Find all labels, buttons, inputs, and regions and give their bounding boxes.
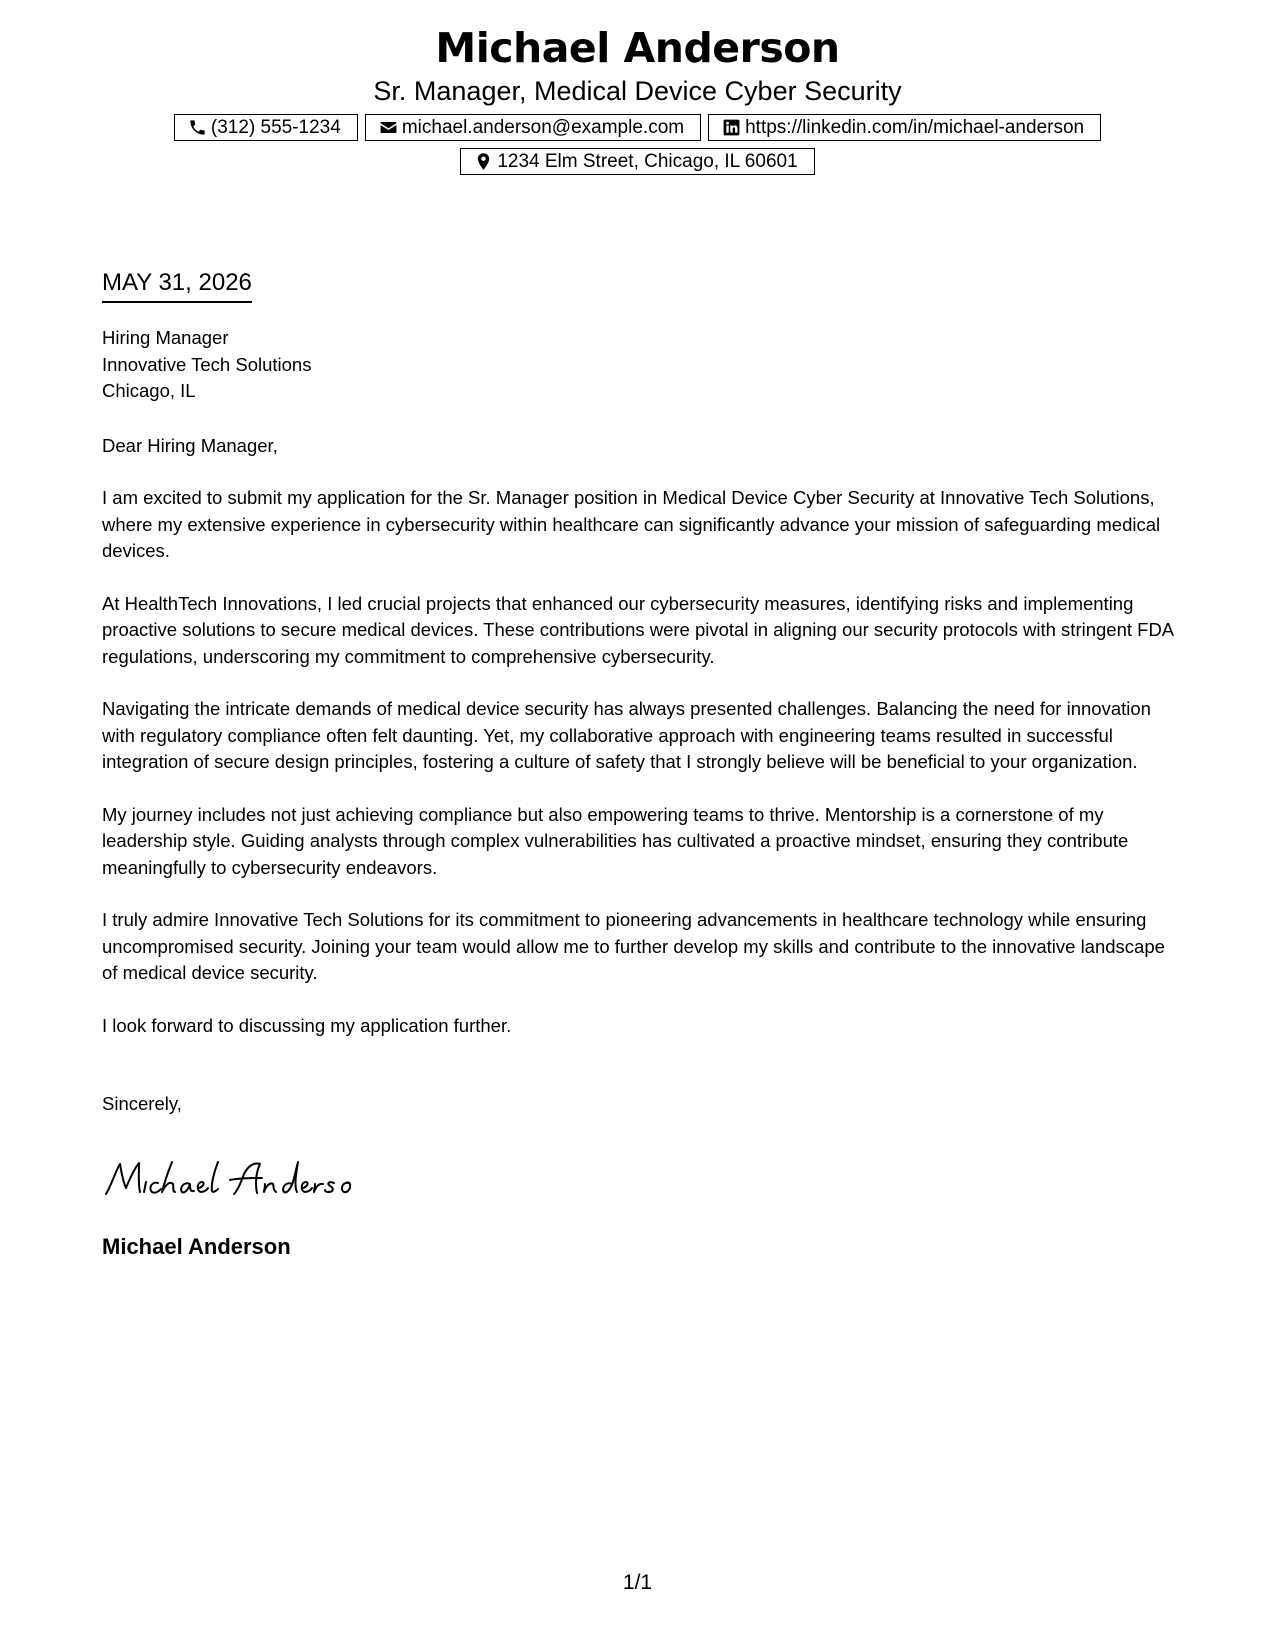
email-chip[interactable] (365, 114, 701, 141)
page-number: 1/1 (622, 1571, 653, 1594)
closing: Sincerely, (102, 1093, 182, 1114)
paragraph-5: I truly admire Innovative Tech Solutions for its commitment to pioneering advancements in healthcare technology while ensuring uncompromised security. Joining your team would allow me to further develop my skills and contribute to the innovative landscape of medical device security. (102, 909, 1165, 983)
salutation: Dear Hiring Manager, (102, 434, 278, 456)
map-marker-icon (474, 152, 493, 171)
applicant-title: Sr. Manager, Medical Device Cyber Security (373, 76, 902, 106)
address-text: 1234 Elm Street, Chicago, IL 60601 (497, 151, 798, 172)
contact-row-1 (0, 114, 1275, 141)
contact-row-2 (0, 148, 1275, 175)
phone-text: (312) 555-1234 (210, 117, 341, 138)
paragraph-4: My journey includes not just achieving compliance but also empowering teams to thrive. Mentorship is a cornerstone of my leadership style. Guiding analysts through complex vulnerabilities has cultivated a proactive mindset, ensuring they contribute meaningfully to cybersecurity endeavors. (102, 803, 1129, 878)
phone-icon (188, 118, 207, 137)
recipient-company: Innovative Tech Solutions (102, 353, 312, 375)
email-text: michael.anderson@example.com (401, 117, 685, 138)
paragraph-2: At HealthTech Innovations, I led crucial projects that enhanced our cybersecurity measures, identifying risks and implementing proactive solutions to secure medical devices. These contributions were pivotal in aligning our security protocols with stringent FDA regulations, underscoring my commitment to comprehensive cybersecurity. (102, 592, 1174, 667)
linkedin-icon (722, 118, 741, 137)
linkedin-chip[interactable] (708, 114, 1101, 141)
signed-name: Michael Anderson (102, 1234, 291, 1259)
paragraph-1: I am excited to submit my application for the Sr. Manager position in Medical Device Cyber Security at Innovative Tech Solutions, where my extensive experience in cybersecurity within healthcare can significantly advance your mission of safeguarding medical devices. (102, 487, 1161, 561)
paragraph-3: Navigating the intricate demands of medical device security has always presented challenges. Balancing the need for innovation with regulatory compliance often felt daunting. Yet, my collaborative approach with engineering teams resulted in successful integration of secure design principles, fostering a culture of safety that I strongly believe will be beneficial to your organization. (102, 698, 1151, 772)
applicant-name: Michael Anderson (435, 24, 840, 72)
address-chip[interactable] (460, 148, 814, 175)
signature-image (102, 1154, 372, 1204)
recipient-block (102, 325, 1182, 405)
phone-chip[interactable] (174, 114, 358, 141)
linkedin-text: https://linkedin.com/in/michael-anderson (745, 117, 1085, 138)
recipient-name: Hiring Manager (102, 327, 229, 348)
letter-body (102, 268, 1182, 1261)
recipient-location: Chicago, IL (102, 380, 196, 401)
envelope-icon (379, 118, 398, 137)
letter-date: MAY 31, 2026 (102, 268, 252, 303)
letter-header (0, 22, 1275, 182)
paragraph-6: I look forward to discussing my application further. (102, 1014, 512, 1036)
